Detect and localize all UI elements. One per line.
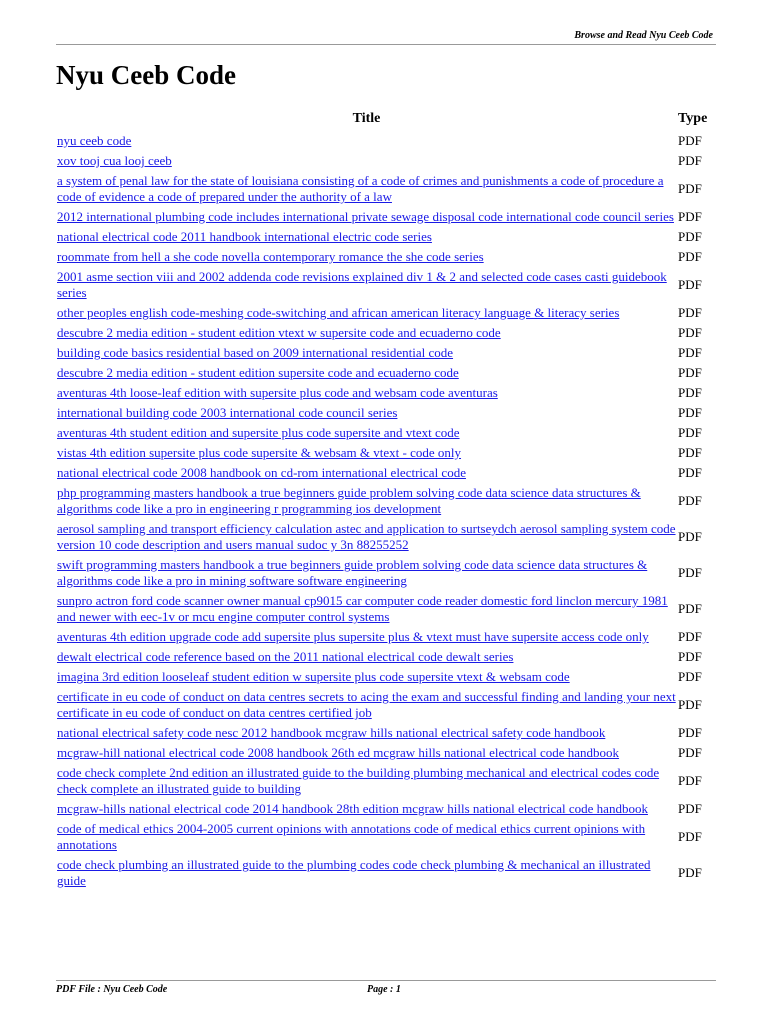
row-type-cell: PDF bbox=[678, 405, 702, 420]
row-title-cell bbox=[57, 268, 676, 304]
row-title-cell bbox=[57, 248, 676, 268]
row-title-cell bbox=[57, 648, 676, 668]
document-link[interactable]: roommate from hell a she code novella contemporary romance the she code series bbox=[57, 249, 484, 264]
document-link[interactable]: mcgraw-hills national electrical code 2014 handbook 28th edition mcgraw hills national electrical code handbook bbox=[57, 801, 648, 816]
document-link[interactable]: xov tooj cua looj ceeb bbox=[57, 153, 172, 168]
document-link[interactable]: 2012 international plumbing code includes international private sewage disposal code international code council series bbox=[57, 209, 674, 224]
document-link[interactable]: aerosol sampling and transport efficiency calculation astec and application to surtseydch aerosol sampling system code version 10 code description and users manual sudoc y 3n 88255252 bbox=[57, 521, 676, 552]
row-type-cell: PDF bbox=[678, 133, 702, 148]
document-link[interactable]: dewalt electrical code reference based on the 2011 national electrical code dewalt series bbox=[57, 649, 514, 664]
document-link[interactable]: building code basics residential based on 2009 international residential code bbox=[57, 345, 454, 360]
document-link[interactable]: national electrical code 2008 handbook on cd-rom international electrical code bbox=[57, 465, 466, 480]
row-title-cell bbox=[57, 172, 676, 208]
table-row bbox=[57, 228, 714, 248]
document-link[interactable]: international building code 2003 international code council series bbox=[57, 405, 398, 420]
document-link[interactable]: national electrical code 2011 handbook international electric code series bbox=[57, 229, 432, 244]
row-title-cell bbox=[57, 132, 676, 152]
row-type-cell: PDF bbox=[678, 629, 702, 644]
document-link[interactable]: mcgraw-hill national electrical code 2008 handbook 26th ed mcgraw hills national electrical code handbook bbox=[57, 745, 620, 760]
document-link[interactable]: sunpro actron ford code scanner owner manual cp9015 car computer code reader domestic ford linclon mercury 1981 and newer with eec-1v or mcu engine computer control systems bbox=[57, 593, 668, 624]
column-header-type: Type bbox=[678, 111, 708, 126]
document-link[interactable]: aventuras 4th loose-leaf edition with supersite plus code and websam code aventuras bbox=[57, 385, 498, 400]
table-row bbox=[57, 404, 714, 424]
row-type-cell: PDF bbox=[678, 745, 702, 760]
row-title-cell bbox=[57, 152, 676, 172]
table-row bbox=[57, 556, 714, 592]
row-type-cell: PDF bbox=[678, 325, 702, 340]
row-type-cell: PDF bbox=[678, 181, 702, 196]
document-title: Nyu Ceeb Code bbox=[56, 60, 236, 90]
row-type-cell: PDF bbox=[678, 465, 702, 480]
row-type-cell: PDF bbox=[678, 385, 702, 400]
row-type-cell: PDF bbox=[678, 725, 702, 740]
header-divider bbox=[56, 44, 716, 45]
table-row bbox=[57, 324, 714, 344]
table-row bbox=[57, 484, 714, 520]
row-title-cell bbox=[57, 820, 676, 856]
row-type-cell: PDF bbox=[678, 229, 702, 244]
row-title-cell bbox=[57, 800, 676, 820]
row-title-cell bbox=[57, 304, 676, 324]
row-title-cell bbox=[57, 724, 676, 744]
row-type-cell: PDF bbox=[678, 209, 702, 224]
document-link[interactable]: aventuras 4th edition upgrade code add supersite plus supersite plus & vtext must have supersite access code only bbox=[57, 629, 649, 644]
row-title-cell bbox=[57, 764, 676, 800]
row-type-cell: PDF bbox=[678, 153, 702, 168]
document-link[interactable]: other peoples english code-meshing code-switching and african american literacy language & literacy series bbox=[57, 305, 620, 320]
table-row bbox=[57, 344, 714, 364]
row-title-cell bbox=[57, 628, 676, 648]
row-type-cell: PDF bbox=[678, 277, 702, 292]
table-row bbox=[57, 764, 714, 800]
row-title-cell bbox=[57, 856, 676, 892]
document-link[interactable]: aventuras 4th student edition and supersite plus code supersite and vtext code bbox=[57, 425, 460, 440]
row-type-cell: PDF bbox=[678, 565, 702, 580]
row-title-cell bbox=[57, 592, 676, 628]
row-title-cell bbox=[57, 688, 676, 724]
row-title-cell bbox=[57, 364, 676, 384]
row-type-cell: PDF bbox=[678, 773, 702, 788]
table-body bbox=[57, 132, 714, 892]
table-row bbox=[57, 464, 714, 484]
table-row bbox=[57, 820, 714, 856]
row-type-cell: PDF bbox=[678, 801, 702, 816]
row-type-cell: PDF bbox=[678, 669, 702, 684]
table-header-row bbox=[57, 111, 714, 132]
row-type-cell: PDF bbox=[678, 529, 702, 544]
row-title-cell bbox=[57, 464, 676, 484]
table-row bbox=[57, 744, 714, 764]
running-header: Browse and Read Nyu Ceeb Code bbox=[574, 30, 713, 41]
table-row bbox=[57, 648, 714, 668]
table-row bbox=[57, 208, 714, 228]
row-title-cell bbox=[57, 228, 676, 248]
row-title-cell bbox=[57, 520, 676, 556]
row-title-cell bbox=[57, 444, 676, 464]
row-title-cell bbox=[57, 384, 676, 404]
table-row bbox=[57, 172, 714, 208]
table-row bbox=[57, 520, 714, 556]
document-link[interactable]: php programming masters handbook a true beginners guide problem solving code data science data structures & algorithms code like a pro in engineering r programming ios development bbox=[57, 485, 641, 516]
row-type-cell: PDF bbox=[678, 829, 702, 844]
row-title-cell bbox=[57, 744, 676, 764]
row-type-cell: PDF bbox=[678, 697, 702, 712]
row-type-cell: PDF bbox=[678, 305, 702, 320]
footer-file-label: PDF File : Nyu Ceeb Code bbox=[56, 984, 168, 995]
table-row bbox=[57, 364, 714, 384]
document-list-table bbox=[55, 111, 716, 892]
document-link[interactable]: a system of penal law for the state of louisiana consisting of a code of crimes and punishments a code of procedure a code of evidence a code of prepared under the authority of a law bbox=[57, 173, 664, 204]
row-title-cell bbox=[57, 484, 676, 520]
row-type-cell: PDF bbox=[678, 365, 702, 380]
row-type-cell: PDF bbox=[678, 601, 702, 616]
document-link[interactable]: imagina 3rd edition looseleaf student edition w supersite plus code supersite vtext & websam code bbox=[57, 669, 570, 684]
table-row bbox=[57, 268, 714, 304]
document-link[interactable]: nyu ceeb code bbox=[57, 133, 132, 148]
table-row bbox=[57, 800, 714, 820]
document-link[interactable]: national electrical safety code nesc 2012 handbook mcgraw hills national electrical safety code handbook bbox=[57, 725, 606, 740]
row-type-cell: PDF bbox=[678, 425, 702, 440]
document-link[interactable]: code check plumbing an illustrated guide to the plumbing codes code check plumbing & mechanical an illustrated guide bbox=[57, 857, 651, 888]
footer-page-number: Page : 1 bbox=[367, 984, 401, 995]
table-row bbox=[57, 248, 714, 268]
document-link[interactable]: swift programming masters handbook a true beginners guide problem solving code data science data structures & algorithms code like a pro in mining software software engineering bbox=[57, 557, 648, 588]
document-link[interactable]: code of medical ethics 2004-2005 current opinions with annotations code of medical ethics current opinions with annotations bbox=[57, 821, 646, 852]
row-title-cell bbox=[57, 324, 676, 344]
footer-divider bbox=[56, 980, 716, 981]
row-title-cell bbox=[57, 404, 676, 424]
table-row bbox=[57, 304, 714, 324]
table-row bbox=[57, 688, 714, 724]
document-link[interactable]: code check complete 2nd edition an illustrated guide to the building plumbing mechanical and electrical codes code check complete an illustrated guide to building bbox=[57, 765, 660, 796]
table-row bbox=[57, 132, 714, 152]
table-row bbox=[57, 384, 714, 404]
table-row bbox=[57, 152, 714, 172]
table-row bbox=[57, 592, 714, 628]
row-title-cell bbox=[57, 208, 676, 228]
table-row bbox=[57, 668, 714, 688]
row-title-cell bbox=[57, 344, 676, 364]
row-type-cell: PDF bbox=[678, 249, 702, 264]
row-type-cell: PDF bbox=[678, 345, 702, 360]
row-title-cell bbox=[57, 668, 676, 688]
row-title-cell bbox=[57, 556, 676, 592]
table-row bbox=[57, 628, 714, 648]
row-title-cell bbox=[57, 424, 676, 444]
document-link[interactable]: descubre 2 media edition - student edition vtext w supersite code and ecuaderno code bbox=[57, 325, 501, 340]
document-link[interactable]: descubre 2 media edition - student edition supersite code and ecuaderno code bbox=[57, 365, 459, 380]
table-row bbox=[57, 444, 714, 464]
table-row bbox=[57, 856, 714, 892]
document-link[interactable]: 2001 asme section viii and 2002 addenda code revisions explained div 1 & 2 and selected code cases casti guidebook series bbox=[57, 269, 667, 300]
document-link[interactable]: vistas 4th edition supersite plus code supersite & websam & vtext - code only bbox=[57, 445, 462, 460]
row-type-cell: PDF bbox=[678, 445, 702, 460]
document-link[interactable]: certificate in eu code of conduct on data centres secrets to acing the exam and successful finding and landing your next certificate in eu code of conduct on data centres certified job bbox=[57, 689, 676, 720]
row-type-cell: PDF bbox=[678, 865, 702, 880]
table-row bbox=[57, 724, 714, 744]
row-type-cell: PDF bbox=[678, 649, 702, 664]
table-row bbox=[57, 424, 714, 444]
column-header-title: Title bbox=[352, 111, 381, 126]
row-type-cell: PDF bbox=[678, 493, 702, 508]
